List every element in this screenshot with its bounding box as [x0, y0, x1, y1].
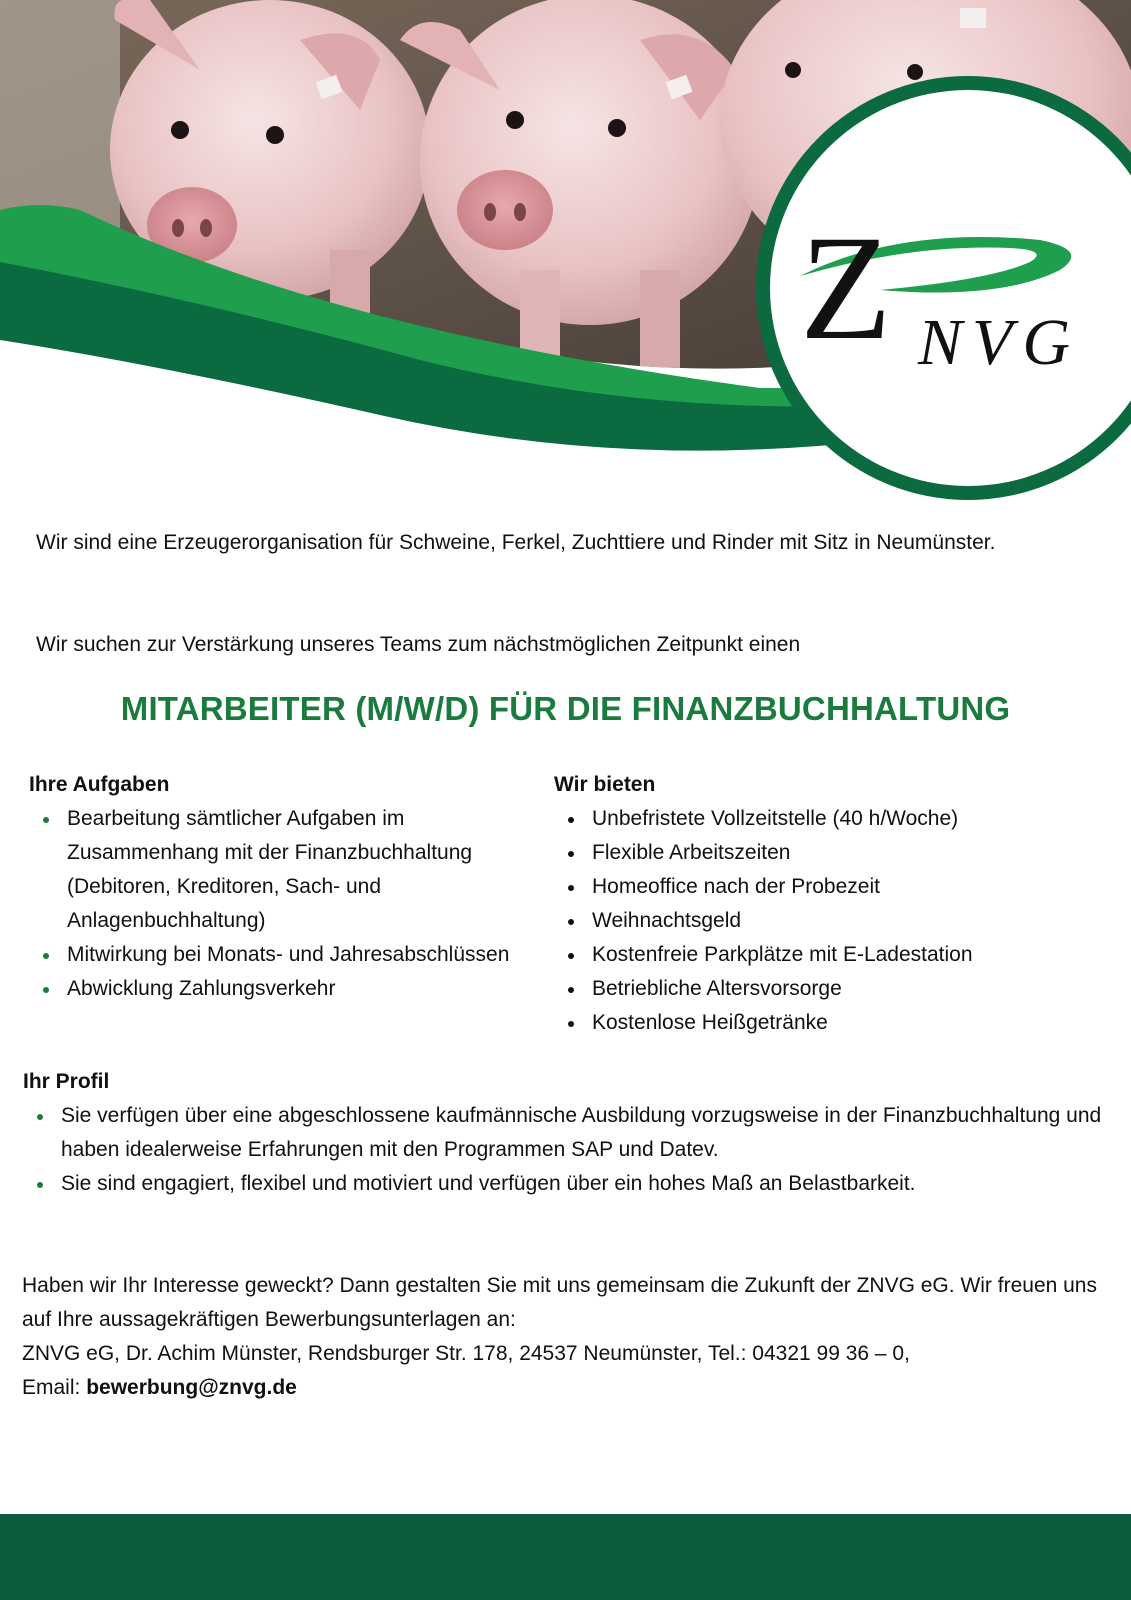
tasks-heading: Ihre Aufgaben — [29, 773, 170, 796]
header-graphic — [0, 0, 1131, 520]
bullet-icon — [568, 987, 574, 993]
closing-text: Haben wir Ihr Interesse geweckt? Dann gestalten Sie mit uns gemeinsam die Zukunft der ZNVG eG. Wir freuen uns auf Ihre aussagekräftigen Bewerbungsunterlagen an: — [22, 1274, 1097, 1331]
bullet-icon — [568, 885, 574, 891]
list-item: Kostenfreie Parkplätze mit E-Ladestation — [554, 938, 1094, 972]
bullet-icon — [43, 817, 49, 823]
profile-heading: Ihr Profil — [23, 1070, 110, 1093]
offer-heading: Wir bieten — [554, 773, 656, 796]
list-item: Kostenlose Heißgetränke — [554, 1006, 1094, 1040]
footer-bar — [0, 1514, 1131, 1600]
bullet-icon — [568, 817, 574, 823]
contact-email-line — [22, 1371, 1112, 1405]
intro-paragraph: Wir sind eine Erzeugerorganisation für Schweine, Ferkel, Zuchttiere und Rinder mit Sitz in Neumünster. — [36, 531, 996, 554]
bullet-icon — [568, 953, 574, 959]
list-item: Sie sind engagiert, flexibel und motiviert und verfügen über ein hohes Maß an Belastbarkeit. — [23, 1167, 1113, 1201]
header-banner — [0, 0, 1131, 520]
logo-letters-nvg: NVG — [918, 306, 1080, 379]
offer-list — [554, 802, 1094, 1040]
profile-section — [23, 1065, 1113, 1201]
list-item: Betriebliche Altersvorsorge — [554, 972, 1094, 1006]
list-item: Unbefristete Vollzeitstelle (40 h/Woche) — [554, 802, 1094, 836]
closing-section — [22, 1269, 1112, 1405]
list-item: Flexible Arbeitszeiten — [554, 836, 1094, 870]
offer-section — [554, 768, 1094, 1040]
bullet-icon — [568, 1021, 574, 1027]
list-item: Homeoffice nach der Probezeit — [554, 870, 1094, 904]
profile-list — [23, 1099, 1113, 1201]
bullet-icon — [37, 1182, 43, 1188]
list-item: Sie verfügen über eine abgeschlossene kaufmännische Ausbildung vorzugsweise in der Finanzbuchhaltung und haben idealerweise Erfahrungen mit den Programmen SAP und Datev. — [23, 1099, 1113, 1167]
email-label: Email: — [22, 1376, 87, 1399]
list-item: Bearbeitung sämtlicher Aufgaben im Zusammenhang mit der Finanzbuchhaltung (Debitoren, Kreditoren, Sach- und Anlagenbuchhaltung) — [29, 802, 549, 938]
bullet-icon — [37, 1114, 43, 1120]
list-item: Mitwirkung bei Monats- und Jahresabschlüssen — [29, 938, 549, 972]
list-item: Abwicklung Zahlungsverkehr — [29, 972, 549, 1006]
job-title: MITARBEITER (M/W/D) FÜR DIE FINANZBUCHHALTUNG — [120, 690, 1011, 727]
intro-search-line: Wir suchen zur Verstärkung unseres Teams zum nächstmöglichen Zeitpunkt einen — [36, 633, 801, 656]
logo-letter-z: Z — [800, 205, 892, 371]
bullet-icon — [568, 851, 574, 857]
bullet-icon — [43, 953, 49, 959]
tasks-section — [29, 768, 549, 1006]
list-item: Weihnachtsgeld — [554, 904, 1094, 938]
tasks-list — [29, 802, 549, 1006]
bullet-icon — [43, 987, 49, 993]
bullet-icon — [568, 919, 574, 925]
contact-address: ZNVG eG, Dr. Achim Münster, Rendsburger Str. 178, 24537 Neumünster, Tel.: 04321 99 36 – 0, — [22, 1342, 910, 1365]
email-link[interactable]: bewerbung@znvg.de — [86, 1376, 297, 1399]
